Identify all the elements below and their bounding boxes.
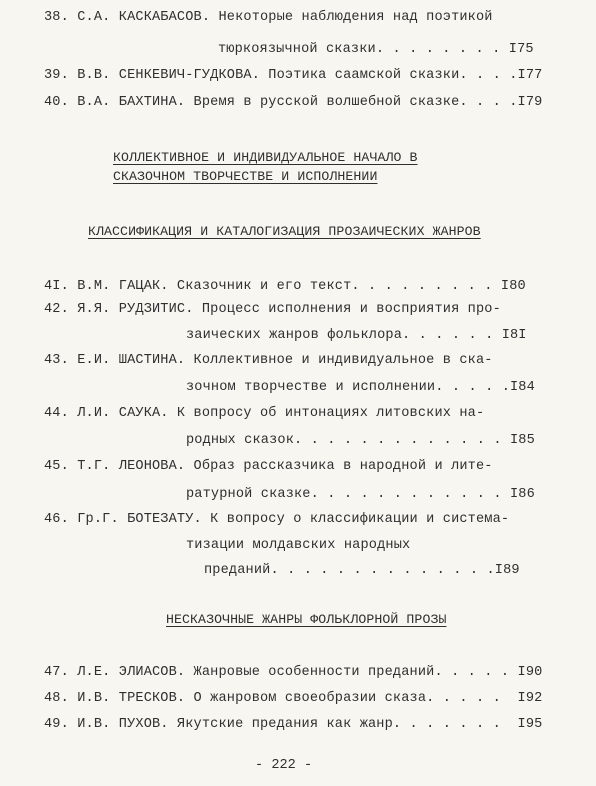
- toc-entry-40: 40. В.А. БАХТИНА. Время в русской волшебной сказке. . . .I79: [44, 95, 543, 110]
- toc-entry-44-line2: родных сказок. . . . . . . . . . . . . I85: [186, 433, 535, 448]
- section-heading-collective-line1: КОЛЛЕКТИВНОЕ И ИНДИВИДУАЛЬНОЕ НАЧАЛО В: [113, 150, 418, 165]
- toc-entry-45-line2: ратурной сказке. . . . . . . . . . . . I86: [186, 487, 535, 502]
- toc-entry-43-line1: 43. Е.И. ШАСТИНА. Коллективное и индивидуальное в ска-: [44, 353, 493, 368]
- toc-entry-39: 39. В.В. СЕНКЕВИЧ-ГУДКОВА. Поэтика саамской сказки. . . .I77: [44, 68, 543, 83]
- section-heading-non-fairytale: НЕСКАЗОЧНЫЕ ЖАНРЫ ФОЛЬКЛОРНОЙ ПРОЗЫ: [166, 612, 447, 627]
- toc-entry-46-line2: тизации молдавских народных: [186, 538, 411, 553]
- toc-entry-46-line1: 46. Гр.Г. БОТЕЗАТУ. К вопросу о классификации и система-: [44, 512, 510, 527]
- section-heading-classification: КЛАССИФИКАЦИЯ И КАТАЛОГИЗАЦИЯ ПРОЗАИЧЕСКИХ ЖАНРОВ: [88, 224, 481, 239]
- toc-entry-42-line1: 42. Я.Я. РУДЗИТИС. Процесс исполнения и восприятия про-: [44, 302, 501, 317]
- toc-entry-48: 48. И.В. ТРЕСКОВ. О жанровом своеобразии сказа. . . . . I92: [44, 691, 543, 706]
- toc-entry-38-line2: тюркоязычной сказки. . . . . . . . I75: [218, 42, 534, 57]
- toc-entry-42-line2: заических жанров фольклора. . . . . . I8I: [186, 328, 527, 343]
- toc-entry-41: 4I. В.М. ГАЦАК. Сказочник и его текст. . . . . . . . . I80: [44, 279, 526, 294]
- page-number: - 222 -: [255, 758, 313, 773]
- toc-entry-46-line3: преданий. . . . . . . . . . . . . .I89: [204, 563, 520, 578]
- toc-entry-45-line1: 45. Т.Г. ЛЕОНОВА. Образ рассказчика в народной и лите-: [44, 459, 493, 474]
- toc-entry-44-line1: 44. Л.И. САУКА. К вопросу об интонациях литовских на-: [44, 406, 485, 421]
- toc-entry-49: 49. И.В. ПУХОВ. Якутские предания как жанр. . . . . . . I95: [44, 717, 543, 732]
- toc-entry-38-line1: 38. С.А. КАСКАБАСОВ. Некоторые наблюдения над поэтикой: [44, 10, 493, 25]
- toc-entry-43-line2: зочном творчестве и исполнении. . . . .I84: [186, 380, 535, 395]
- toc-entry-47: 47. Л.Е. ЭЛИАСОВ. Жанровые особенности преданий. . . . . I90: [44, 665, 543, 680]
- section-heading-collective-line2: СКАЗОЧНОМ ТВОРЧЕСТВЕ И ИСПОЛНЕНИИ: [113, 169, 378, 184]
